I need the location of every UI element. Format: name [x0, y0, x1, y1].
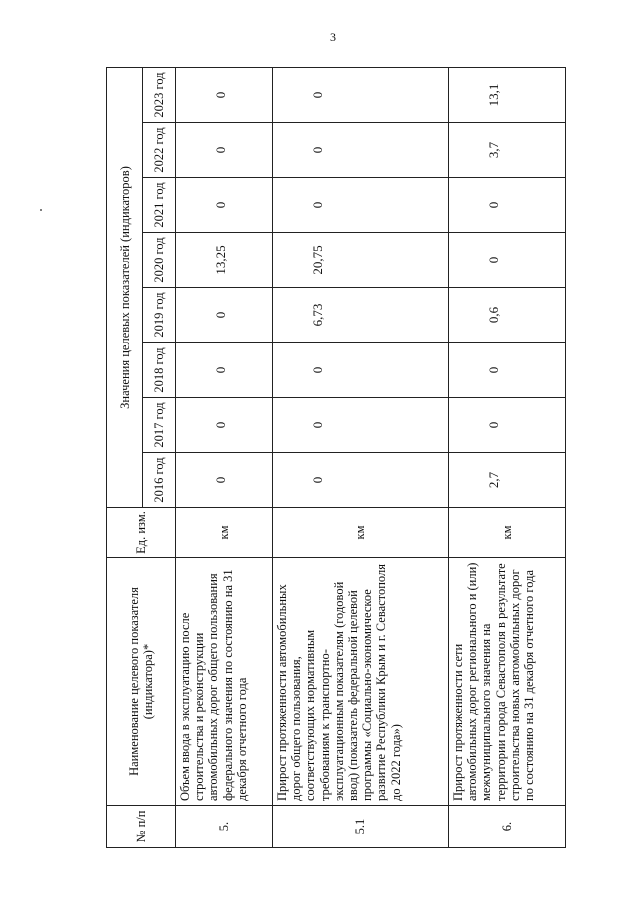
header-values-group: Значения целевых показателей (индикаторов) — [107, 68, 143, 508]
row-value: 0 — [176, 343, 273, 398]
row-value: 0 — [273, 398, 449, 453]
row-value: 6,73 — [273, 288, 449, 343]
scan-speck — [40, 209, 42, 211]
row-value: 2,7 — [449, 453, 566, 508]
row-value: 13,1 — [449, 68, 566, 123]
row-value: 0 — [273, 123, 449, 178]
row-num: 6. — [449, 806, 566, 848]
row-num: 5.1 — [273, 806, 449, 848]
row-name: Объем ввода в эксплуатацию после строительства и реконструкции автомобильных дорог общего пользования федерального значения по состоянию на 31 декабря отчетного года — [176, 558, 273, 806]
row-value: 0 — [273, 178, 449, 233]
row-unit: км — [273, 508, 449, 558]
row-value: 0 — [273, 68, 449, 123]
row-value: 20,75 — [273, 233, 449, 288]
header-num: № п/п — [107, 806, 176, 848]
header-year: 2020 год — [143, 233, 176, 288]
table-row — [449, 68, 566, 848]
row-value: 0 — [449, 233, 566, 288]
row-value: 0 — [449, 398, 566, 453]
header-row-group — [107, 68, 143, 848]
table-row — [273, 68, 449, 848]
row-value: 0 — [176, 178, 273, 233]
indicators-table — [106, 67, 566, 848]
row-value: 0 — [449, 343, 566, 398]
row-value: 3,7 — [449, 123, 566, 178]
row-value: 0 — [176, 288, 273, 343]
header-year: 2022 год — [143, 123, 176, 178]
page-number: 3 — [330, 30, 336, 44]
header-year: 2021 год — [143, 178, 176, 233]
header-year: 2017 год — [143, 398, 176, 453]
header-name: Наименование целевого показателя (индикатора)* — [107, 558, 176, 806]
row-value: 13,25 — [176, 233, 273, 288]
row-value: 0 — [176, 68, 273, 123]
row-value: 0,6 — [449, 288, 566, 343]
row-value: 0 — [176, 123, 273, 178]
row-name: Прирост протяженности автомобильных дорог общего пользования, соответствующих нормативным требованиям к транспортно-эксплуатационным показателям (годовой ввод) (показатель федеральной целевой программы «Социально-экономическое развитие Республики Крым и г. Севастополя до 2022 года») — [273, 558, 449, 806]
row-unit: км — [176, 508, 273, 558]
row-unit: км — [449, 508, 566, 558]
row-value: 0 — [449, 178, 566, 233]
header-year: 2023 год — [143, 68, 176, 123]
rotated-table-container — [106, 68, 537, 848]
row-value: 0 — [176, 398, 273, 453]
header-year: 2016 год — [143, 453, 176, 508]
row-num: 5. — [176, 806, 273, 848]
header-unit: Ед. изм. — [107, 508, 176, 558]
header-year: 2019 год — [143, 288, 176, 343]
row-value: 0 — [176, 453, 273, 508]
header-year: 2018 год — [143, 343, 176, 398]
row-value: 0 — [273, 343, 449, 398]
row-name: Прирост протяженности сети автомобильных дорог регионального и (или) межмуниципального значения на территории города Севастополя в результате строительства новых автомобильных дорог по состоянию на 31 декабря отчетного года — [449, 558, 566, 806]
table-row — [176, 68, 273, 848]
row-value: 0 — [273, 453, 449, 508]
